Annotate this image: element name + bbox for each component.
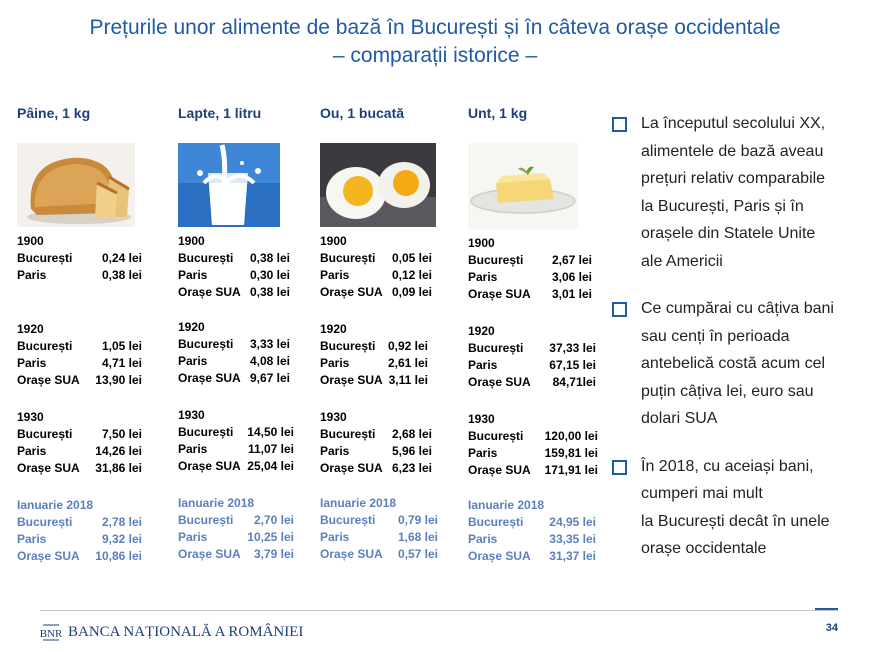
city-label: București xyxy=(468,515,524,529)
block-year: 1900 xyxy=(178,234,205,248)
column-header: Pâine, 1 kg xyxy=(17,105,91,121)
commentary-item xyxy=(612,295,862,433)
city-label: Orașe SUA xyxy=(468,375,531,389)
text-line: antebelică costă acum cel xyxy=(641,355,826,372)
bank-name: BANCA NAȚIONALĂ A ROMÂNIEI xyxy=(68,623,304,640)
title-line-2: – comparații istorice – xyxy=(332,44,538,67)
city-label: Orașe SUA xyxy=(320,285,383,299)
city-label: Paris xyxy=(320,356,350,370)
price-row xyxy=(178,512,294,529)
price-value: 0,38 lei xyxy=(101,268,142,282)
title-line-1: Prețurile unor alimente de bază în București și în câteva orașe occidentale xyxy=(89,16,781,39)
price-value: 3,01 lei xyxy=(551,287,592,301)
price-row xyxy=(320,426,432,443)
price-row xyxy=(178,353,290,370)
bank-logo xyxy=(40,620,303,644)
text-line: sau cenți în perioada xyxy=(641,327,790,345)
city-label: Paris xyxy=(17,532,47,546)
city-label: București xyxy=(17,427,73,441)
city-label: Paris xyxy=(468,532,498,546)
price-row xyxy=(17,460,142,477)
block-year: 1920 xyxy=(320,322,347,336)
block-year: 1930 xyxy=(178,408,205,422)
price-value: 67,15 lei xyxy=(549,358,596,372)
price-value: 4,71 lei xyxy=(101,356,142,370)
price-row xyxy=(468,531,596,548)
city-label: Paris xyxy=(17,444,47,458)
footer-divider xyxy=(40,610,838,611)
price-row xyxy=(468,357,596,374)
city-label: Paris xyxy=(17,268,47,282)
price-block-1930 xyxy=(17,409,142,477)
price-value: 0,30 lei xyxy=(249,268,290,282)
price-value: 1,68 lei xyxy=(397,530,438,544)
price-block-2018 xyxy=(178,495,294,563)
price-value: 0,12 lei xyxy=(391,268,432,282)
price-row xyxy=(468,428,598,445)
city-label: Orașe SUA xyxy=(17,549,80,563)
city-label: București xyxy=(178,425,234,439)
price-row xyxy=(178,424,294,441)
commentary-text xyxy=(641,295,862,433)
price-value: 25,04 lei xyxy=(247,459,294,473)
price-row xyxy=(17,514,142,531)
price-row xyxy=(468,252,592,269)
price-value: 9,67 lei xyxy=(249,371,290,385)
city-label: Paris xyxy=(468,270,498,284)
bnr-monogram-icon xyxy=(40,621,62,643)
egg-image xyxy=(320,143,436,227)
checkbox-bullet-icon xyxy=(612,302,627,317)
block-year: Ianuarie 2018 xyxy=(17,498,94,512)
text-line: alimentele de bază aveau xyxy=(641,142,824,160)
city-label: Paris xyxy=(17,356,47,370)
price-row xyxy=(178,441,294,458)
price-block-1920 xyxy=(178,319,290,387)
column-header: Lapte, 1 litru xyxy=(178,105,262,121)
city-label: București xyxy=(468,429,524,443)
commentary-list xyxy=(612,110,862,583)
block-year: 1920 xyxy=(17,322,44,336)
price-value: 2,70 lei xyxy=(253,513,294,527)
city-label: București xyxy=(178,513,234,527)
price-value: 2,61 lei xyxy=(387,356,428,370)
text-line: orașele din Statele Unite xyxy=(641,225,816,242)
price-row xyxy=(17,372,142,389)
city-label: Orașe SUA xyxy=(320,373,383,387)
commentary-item xyxy=(612,453,862,563)
price-block-2018 xyxy=(17,497,142,565)
price-row xyxy=(320,443,432,460)
block-year: 1930 xyxy=(320,410,347,424)
city-label: București xyxy=(468,253,524,267)
price-row xyxy=(178,284,290,301)
city-label: București xyxy=(320,339,376,353)
column-egg xyxy=(320,105,438,561)
column-header: Unt, 1 kg xyxy=(468,105,528,121)
text-line: În 2018, cu aceiași bani, xyxy=(641,457,814,475)
text-line: la București decât în unele xyxy=(641,512,830,530)
city-label: Orașe SUA xyxy=(178,285,241,299)
block-year: Ianuarie 2018 xyxy=(178,496,255,510)
price-row xyxy=(468,269,592,286)
block-year: 1930 xyxy=(468,412,495,426)
price-block-1900 xyxy=(468,235,592,303)
block-year: Ianuarie 2018 xyxy=(468,498,545,512)
text-line: puțin câțiva lei, euro sau xyxy=(641,382,814,400)
price-row xyxy=(320,546,438,563)
price-value: 0,79 lei xyxy=(397,513,438,527)
page-title xyxy=(0,14,870,70)
price-value: 2,68 lei xyxy=(391,427,432,441)
price-value: 13,90 lei xyxy=(95,373,142,387)
price-block-1920 xyxy=(468,323,596,391)
block-year: 1900 xyxy=(17,234,44,248)
price-row xyxy=(17,426,142,443)
city-label: Orașe SUA xyxy=(178,459,241,473)
city-label: Paris xyxy=(178,268,208,282)
column-milk xyxy=(178,105,296,561)
price-block-1930 xyxy=(468,411,598,479)
price-row xyxy=(468,462,598,479)
price-row xyxy=(17,250,142,267)
price-block-1900 xyxy=(178,233,290,301)
price-value: 14,26 lei xyxy=(95,444,142,458)
price-row xyxy=(17,443,142,460)
text-line: dolari SUA xyxy=(641,410,718,427)
block-year: 1900 xyxy=(468,236,495,250)
city-label: București xyxy=(17,251,73,265)
checkbox-bullet-icon xyxy=(612,460,627,475)
city-label: Paris xyxy=(320,268,350,282)
price-row xyxy=(320,512,438,529)
city-label: Orașe SUA xyxy=(178,547,241,561)
price-value: 84,71lei xyxy=(552,375,596,389)
column-header: Ou, 1 bucată xyxy=(320,105,405,121)
price-row xyxy=(178,546,294,563)
price-value: 0,09 lei xyxy=(391,285,432,299)
city-label: București xyxy=(320,251,376,265)
price-value: 14,50 lei xyxy=(247,425,294,439)
bread-image xyxy=(17,143,135,227)
price-value: 5,96 lei xyxy=(391,444,432,458)
city-label: Orașe SUA xyxy=(17,373,80,387)
price-value: 31,37 lei xyxy=(549,549,596,563)
price-value: 0,92 lei xyxy=(387,339,428,353)
column-butter xyxy=(468,105,598,563)
price-row xyxy=(468,340,596,357)
price-value: 9,32 lei xyxy=(101,532,142,546)
city-label: Orașe SUA xyxy=(17,461,80,475)
price-value: 24,95 lei xyxy=(549,515,596,529)
price-value: 3,33 lei xyxy=(249,337,290,351)
price-block-1920 xyxy=(320,321,428,389)
price-block-1920 xyxy=(17,321,142,389)
city-label: Orașe SUA xyxy=(468,287,531,301)
price-value: 3,11 lei xyxy=(388,373,428,387)
price-row xyxy=(468,514,596,531)
price-value: 2,67 lei xyxy=(551,253,592,267)
city-label: Orașe SUA xyxy=(468,463,531,477)
city-label: București xyxy=(178,337,234,351)
price-row xyxy=(17,531,142,548)
block-year: 1920 xyxy=(178,320,205,334)
price-row xyxy=(17,267,142,284)
price-row xyxy=(178,458,294,475)
price-row xyxy=(320,250,432,267)
price-value: 10,25 lei xyxy=(247,530,294,544)
text-line: la București, Paris și în xyxy=(641,197,804,215)
price-value: 11,07 lei xyxy=(247,442,294,456)
price-value: 6,23 lei xyxy=(391,461,432,475)
commentary-text xyxy=(641,453,862,563)
price-row xyxy=(178,336,290,353)
price-row xyxy=(320,284,432,301)
city-label: Orașe SUA xyxy=(468,549,531,563)
city-label: Orașe SUA xyxy=(320,461,383,475)
text-line: Ce cumpărai cu câțiva bani xyxy=(641,300,834,317)
price-row xyxy=(320,355,428,372)
city-label: București xyxy=(17,339,73,353)
price-value: 37,33 lei xyxy=(549,341,596,355)
price-value: 33,35 lei xyxy=(549,532,596,546)
price-row xyxy=(17,338,142,355)
city-label: Paris xyxy=(320,530,350,544)
price-row xyxy=(178,370,290,387)
price-value: 0,05 lei xyxy=(391,251,432,265)
text-line: cumperi mai mult xyxy=(641,485,763,502)
price-row xyxy=(178,529,294,546)
block-year: 1900 xyxy=(320,234,347,248)
price-value: 3,79 lei xyxy=(253,547,294,561)
footer-accent-bar xyxy=(815,608,838,610)
block-year: Ianuarie 2018 xyxy=(320,496,397,510)
price-row xyxy=(178,267,290,284)
price-row xyxy=(320,267,432,284)
butter-image xyxy=(468,143,578,229)
price-row xyxy=(17,548,142,565)
city-label: Paris xyxy=(178,530,208,544)
price-value: 0,38 lei xyxy=(249,285,290,299)
text-line: ale Americii xyxy=(641,252,723,270)
block-year: 1920 xyxy=(468,324,495,338)
price-row xyxy=(468,374,596,391)
city-label: Paris xyxy=(178,442,208,456)
price-value: 1,05 lei xyxy=(101,339,142,353)
text-line: orașe occidentale xyxy=(641,540,767,557)
text-line: prețuri relativ comparabile xyxy=(641,170,826,187)
milk-image xyxy=(178,143,280,227)
price-value: 10,86 lei xyxy=(95,549,142,563)
price-block-1900 xyxy=(320,233,432,301)
price-row xyxy=(320,338,428,355)
price-row xyxy=(320,529,438,546)
price-block-1930 xyxy=(320,409,432,477)
price-block-1930 xyxy=(178,407,294,475)
checkbox-bullet-icon xyxy=(612,117,627,132)
city-label: Orașe SUA xyxy=(178,371,241,385)
page-number: 34 xyxy=(825,622,838,634)
commentary-text xyxy=(641,110,862,275)
price-block-1900 xyxy=(17,233,142,284)
block-year: 1930 xyxy=(17,410,44,424)
city-label: Paris xyxy=(468,358,498,372)
price-row xyxy=(320,460,432,477)
price-row xyxy=(320,372,428,389)
commentary-item xyxy=(612,110,862,275)
text-line: La începutul secolului XX, xyxy=(641,115,826,132)
price-value: 2,78 lei xyxy=(101,515,142,529)
price-row xyxy=(468,548,596,565)
price-value: 0,38 lei xyxy=(249,251,290,265)
price-block-2018 xyxy=(468,497,596,565)
price-value: 0,57 lei xyxy=(397,547,438,561)
logo-mark-text: BNR xyxy=(40,628,62,640)
city-label: Paris xyxy=(320,444,350,458)
city-label: București xyxy=(17,515,73,529)
city-label: București xyxy=(178,251,234,265)
city-label: București xyxy=(320,427,376,441)
price-row xyxy=(17,355,142,372)
price-value: 7,50 lei xyxy=(101,427,142,441)
price-value: 120,00 lei xyxy=(544,429,598,443)
city-label: Paris xyxy=(178,354,208,368)
city-label: Paris xyxy=(468,446,498,460)
column-bread xyxy=(17,105,142,563)
price-value: 171,91 lei xyxy=(544,463,598,477)
city-label: București xyxy=(468,341,524,355)
city-label: București xyxy=(320,513,376,527)
price-value: 159,81 lei xyxy=(544,446,598,460)
price-value: 3,06 lei xyxy=(551,270,592,284)
price-block-2018 xyxy=(320,495,438,563)
price-value: 4,08 lei xyxy=(249,354,290,368)
price-row xyxy=(468,445,598,462)
price-value: 0,24 lei xyxy=(101,251,142,265)
price-row xyxy=(178,250,290,267)
price-value: 31,86 lei xyxy=(95,461,142,475)
city-label: Orașe SUA xyxy=(320,547,383,561)
price-row xyxy=(468,286,592,303)
